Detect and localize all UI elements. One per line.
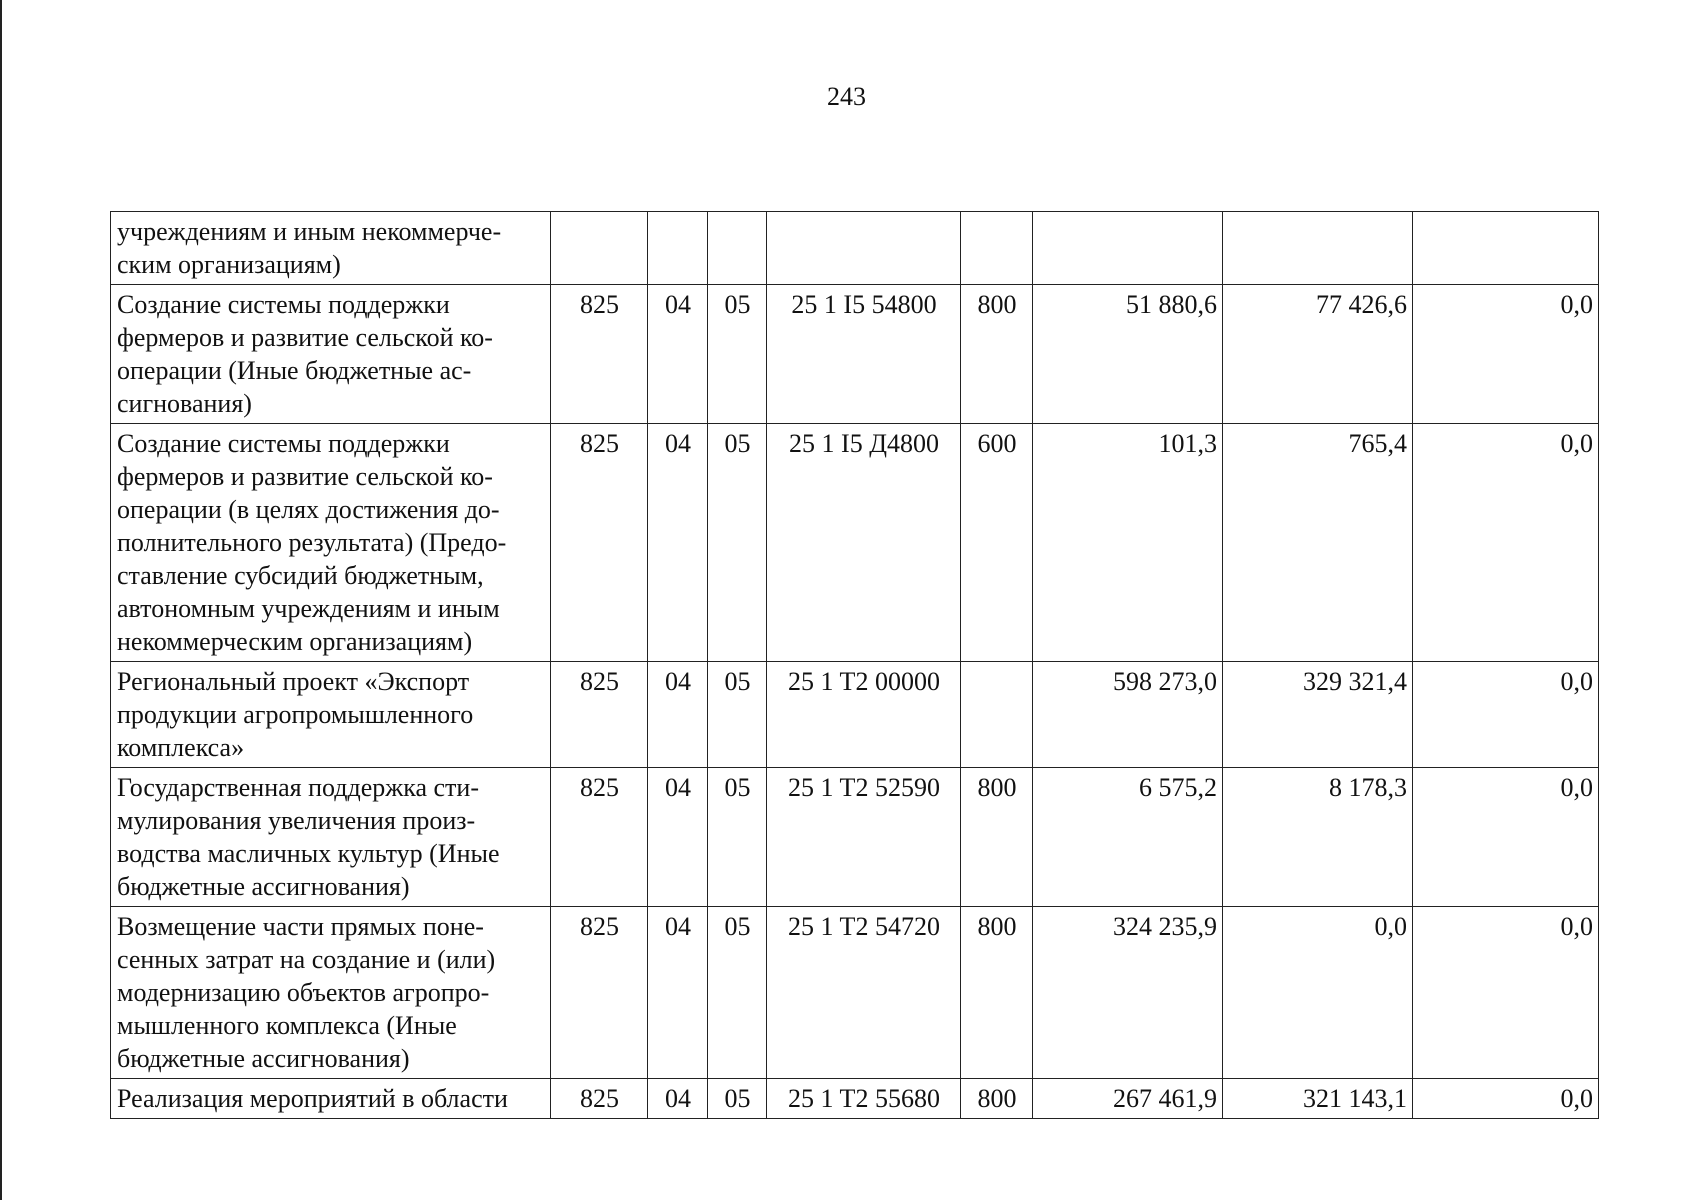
target-item-code-cell: 25 1 T2 52590 — [767, 768, 961, 907]
target-item-code-cell: 25 1 T2 55680 — [767, 1079, 961, 1119]
amount-year2-cell: 329 321,4 — [1223, 662, 1413, 768]
subsection-code-cell: 05 — [708, 768, 767, 907]
page-number: 243 — [827, 82, 866, 111]
admin-code-cell: 825 — [551, 285, 648, 424]
target-item-code-cell: 25 1 I5 Д4800 — [767, 424, 961, 662]
table-row — [111, 212, 1599, 285]
row-description: учреждениям и иным некоммерче- ским организациям) — [111, 212, 551, 285]
admin-code-cell: 825 — [551, 768, 648, 907]
amount-year1-cell — [1033, 212, 1223, 285]
section-code-cell — [648, 212, 708, 285]
amount-year3-cell: 0,0 — [1413, 1079, 1599, 1119]
amount-year2-cell: 77 426,6 — [1223, 285, 1413, 424]
row-description: Возмещение части прямых поне- сенных затрат на создание и (или) модернизацию объектов агропро- мышленного комплекса (Иные бюджетные ассигнования) — [111, 907, 551, 1079]
subsection-code-cell: 05 — [708, 662, 767, 768]
target-item-code-cell: 25 1 T2 54720 — [767, 907, 961, 1079]
amount-year3-cell: 0,0 — [1413, 285, 1599, 424]
amount-year3-cell: 0,0 — [1413, 424, 1599, 662]
section-code-cell: 04 — [648, 285, 708, 424]
amount-year1-cell: 51 880,6 — [1033, 285, 1223, 424]
section-code-cell: 04 — [648, 768, 708, 907]
amount-year2-cell: 765,4 — [1223, 424, 1413, 662]
subsection-code-cell: 05 — [708, 1079, 767, 1119]
admin-code-cell: 825 — [551, 1079, 648, 1119]
subsection-code-cell: 05 — [708, 424, 767, 662]
table-row — [111, 768, 1599, 907]
expense-type-code-cell — [961, 662, 1033, 768]
table-row — [111, 285, 1599, 424]
row-description: Реализация мероприятий в области — [111, 1079, 551, 1119]
section-code-cell: 04 — [648, 662, 708, 768]
amount-year2-cell: 321 143,1 — [1223, 1079, 1413, 1119]
amount-year1-cell: 6 575,2 — [1033, 768, 1223, 907]
amount-year2-cell: 8 178,3 — [1223, 768, 1413, 907]
expense-type-code-cell: 800 — [961, 1079, 1033, 1119]
admin-code-cell — [551, 212, 648, 285]
amount-year3-cell: 0,0 — [1413, 907, 1599, 1079]
row-description: Создание системы поддержки фермеров и развитие сельской ко- операции (в целях достижения до- полнительного результата) (Предо- ставление субсидий бюджетным, автономным учреждениям и иным некоммерческим организациям) — [111, 424, 551, 662]
amount-year3-cell — [1413, 212, 1599, 285]
row-description: Региональный проект «Экспорт продукции агропромышленного комплекса» — [111, 662, 551, 768]
budget-allocation-table — [110, 211, 1599, 1119]
table-row — [111, 907, 1599, 1079]
row-description: Создание системы поддержки фермеров и развитие сельской ко- операции (Иные бюджетные ас- сигнования) — [111, 285, 551, 424]
table-body — [111, 212, 1599, 1119]
section-code-cell: 04 — [648, 907, 708, 1079]
expense-type-code-cell: 600 — [961, 424, 1033, 662]
admin-code-cell: 825 — [551, 907, 648, 1079]
section-code-cell: 04 — [648, 1079, 708, 1119]
row-description: Государственная поддержка сти- мулирования увеличения произ- водства масличных культур (Иные бюджетные ассигнования) — [111, 768, 551, 907]
amount-year1-cell: 101,3 — [1033, 424, 1223, 662]
expense-type-code-cell — [961, 212, 1033, 285]
admin-code-cell: 825 — [551, 662, 648, 768]
admin-code-cell: 825 — [551, 424, 648, 662]
subsection-code-cell — [708, 212, 767, 285]
target-item-code-cell: 25 1 T2 00000 — [767, 662, 961, 768]
table-row — [111, 1079, 1599, 1119]
expense-type-code-cell: 800 — [961, 285, 1033, 424]
expense-type-code-cell: 800 — [961, 768, 1033, 907]
amount-year3-cell: 0,0 — [1413, 768, 1599, 907]
subsection-code-cell: 05 — [708, 907, 767, 1079]
target-item-code-cell: 25 1 I5 54800 — [767, 285, 961, 424]
section-code-cell: 04 — [648, 424, 708, 662]
amount-year1-cell: 267 461,9 — [1033, 1079, 1223, 1119]
subsection-code-cell: 05 — [708, 285, 767, 424]
binding-edge-line — [0, 0, 2, 1200]
amount-year1-cell: 324 235,9 — [1033, 907, 1223, 1079]
amount-year2-cell — [1223, 212, 1413, 285]
amount-year1-cell: 598 273,0 — [1033, 662, 1223, 768]
target-item-code-cell — [767, 212, 961, 285]
table-row — [111, 662, 1599, 768]
table-row — [111, 424, 1599, 662]
expense-type-code-cell: 800 — [961, 907, 1033, 1079]
amount-year3-cell: 0,0 — [1413, 662, 1599, 768]
amount-year2-cell: 0,0 — [1223, 907, 1413, 1079]
